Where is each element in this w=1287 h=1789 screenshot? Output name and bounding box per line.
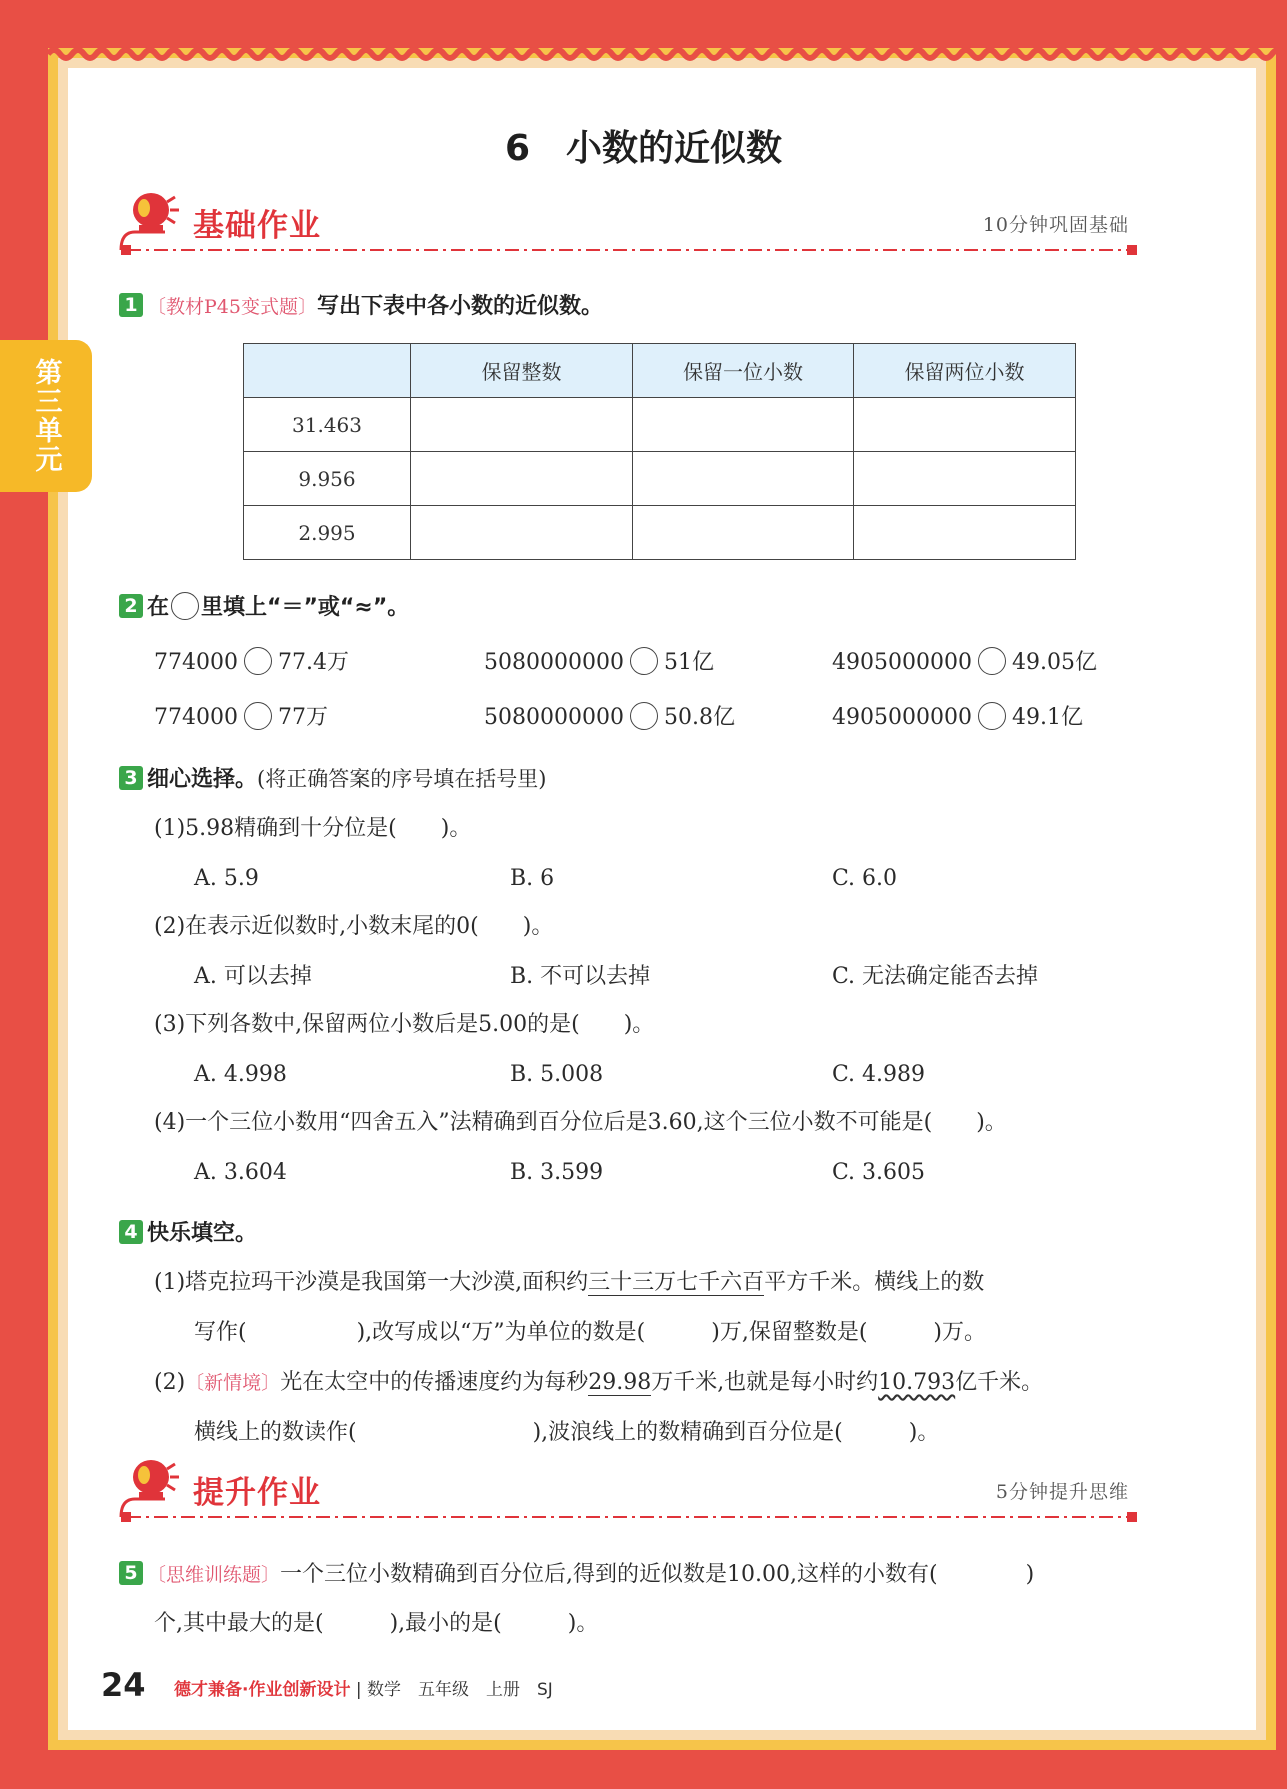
question-5 [119, 1560, 1034, 1590]
text-segment: 光在太空中的传播速度约为每秒 [280, 1370, 589, 1395]
question-text: 细心选择。 [147, 767, 258, 792]
table-cell-number: 31.463 [244, 398, 411, 452]
answer-cell[interactable] [633, 398, 854, 452]
section-time-note: 10分钟巩固基础 [982, 214, 1129, 236]
fill-blank-2-line-1 [154, 1368, 1043, 1398]
answer-circle[interactable] [630, 702, 658, 730]
question-number: 2 [119, 594, 143, 618]
question-number: 3 [119, 766, 143, 790]
compare-left: 5080000000 [484, 705, 624, 730]
answer-cell[interactable] [854, 398, 1076, 452]
compare-right: 50.8亿 [663, 705, 735, 730]
question-tag: 〔思维训练题〕 [147, 1564, 281, 1586]
text-segment: (2) [154, 1370, 186, 1395]
table-header-cell: 保留两位小数 [854, 344, 1076, 398]
table-header-cell [244, 344, 411, 398]
question-text: 快乐填空。 [147, 1221, 258, 1246]
table-cell-number: 9.956 [244, 452, 411, 506]
compare-left: 774000 [154, 705, 238, 730]
answer-cell[interactable] [411, 506, 633, 560]
question-text-a: 在 [147, 595, 170, 620]
choice-stem: (3)下列各数中,保留两位小数后是5.00的是( )。 [154, 1012, 655, 1037]
compare-item [154, 647, 349, 678]
compare-right: 49.05亿 [1011, 650, 1097, 675]
fill-blank-2-line-2: 横线上的数读作( ),波浪线上的数精确到百分位是( )。 [194, 1420, 940, 1445]
page-number: 24 [101, 1666, 146, 1704]
question-3 [119, 764, 546, 795]
choice-option: B. 5.008 [510, 1062, 604, 1087]
table-header-row [244, 344, 1076, 398]
section-title: 提升作业 [193, 1475, 321, 1511]
question-text: 一个三位小数精确到百分位后,得到的近似数是10.00,这样的小数有( ) [280, 1562, 1035, 1587]
question-tag: 〔教材P45变式题〕 [147, 296, 317, 318]
section-time-note: 5分钟提升思维 [995, 1481, 1129, 1503]
underlined-number: 三十三万七千六百 [588, 1270, 765, 1295]
choice-option: A. 5.9 [194, 866, 259, 891]
question-number: 4 [119, 1220, 143, 1244]
choice-option: C. 6.0 [832, 866, 898, 891]
section-header-advanced [117, 1455, 1157, 1525]
table-row [244, 506, 1076, 560]
question-4 [119, 1219, 257, 1249]
answer-circle[interactable] [630, 647, 658, 675]
compare-right: 49.1亿 [1011, 705, 1083, 730]
compare-item [484, 647, 714, 678]
text-segment: 亿千米。 [955, 1370, 1044, 1395]
text-segment: 万千米,也就是每小时约 [651, 1370, 879, 1395]
choice-option: C. 4.989 [832, 1062, 926, 1087]
section-header-basic [117, 188, 1157, 258]
question-tag: 〔新情境〕 [185, 1372, 281, 1394]
fill-blank-1-line-2: 写作( ),改写成以“万”为单位的数是( )万,保留整数是( )万。 [194, 1320, 986, 1345]
choice-option: C. 3.605 [832, 1160, 926, 1185]
section-divider [121, 1510, 1141, 1524]
answer-cell[interactable] [854, 452, 1076, 506]
page-title: 6 小数的近似数 [504, 128, 783, 169]
section-title: 基础作业 [193, 208, 321, 244]
text-segment: (1)塔克拉玛干沙漠是我国第一大沙漠,面积约 [154, 1270, 589, 1295]
question-number: 1 [119, 293, 143, 317]
choice-option: A. 4.998 [194, 1062, 287, 1087]
footer-book-info: 数学 五年级 上册 SJ [367, 1680, 553, 1700]
question-5-line-2: 个,其中最大的是( ),最小的是( )。 [154, 1611, 599, 1636]
footer-separator: | [355, 1680, 362, 1700]
compare-item [154, 702, 328, 733]
answer-circle[interactable] [978, 647, 1006, 675]
text-segment: 平方千米。横线上的数 [764, 1270, 985, 1295]
question-text-b: 里填上“＝”或“≈”。 [201, 595, 410, 620]
footer-info [174, 1675, 553, 1700]
answer-cell[interactable] [633, 506, 854, 560]
choice-option: A. 3.604 [194, 1160, 287, 1185]
section-divider [121, 243, 1141, 257]
table-row [244, 452, 1076, 506]
question-2 [119, 592, 409, 623]
compare-item [832, 702, 1083, 733]
compare-item [484, 702, 735, 733]
choice-stem: (1)5.98精确到十分位是( )。 [154, 816, 472, 841]
question-1 [119, 292, 603, 322]
compare-right: 51亿 [663, 650, 714, 675]
question-number: 5 [119, 1561, 143, 1585]
approximation-table [243, 343, 1076, 560]
question-note: (将正确答案的序号填在括号里) [257, 767, 547, 791]
choice-stem: (4)一个三位小数用“四舍五入”法精确到百分位后是3.60,这个三位小数不可能是( )。 [154, 1110, 1007, 1135]
answer-cell[interactable] [411, 398, 633, 452]
circle-icon [171, 592, 199, 620]
fill-blank-1-line-1 [154, 1268, 984, 1298]
answer-circle[interactable] [244, 647, 272, 675]
table-header-cell: 保留一位小数 [633, 344, 854, 398]
choice-option: A. 可以去掉 [194, 964, 312, 989]
answer-circle[interactable] [244, 702, 272, 730]
footer-brand: 德才兼备·作业创新设计 [174, 1680, 351, 1700]
choice-option: B. 3.599 [510, 1160, 604, 1185]
compare-right: 77万 [277, 705, 328, 730]
table-header-cell: 保留整数 [411, 344, 633, 398]
answer-cell[interactable] [633, 452, 854, 506]
compare-left: 5080000000 [484, 650, 624, 675]
compare-left: 4905000000 [832, 650, 972, 675]
choice-option: B. 6 [510, 866, 555, 891]
unit-side-tab [0, 340, 92, 492]
unit-label: 第三单元 [30, 358, 62, 474]
answer-cell[interactable] [411, 452, 633, 506]
compare-right: 77.4万 [277, 650, 349, 675]
compare-left: 774000 [154, 650, 238, 675]
compare-left: 4905000000 [832, 705, 972, 730]
table-row [244, 398, 1076, 452]
wavy-underlined-number: 10.793 [878, 1370, 956, 1395]
choice-stem: (2)在表示近似数时,小数末尾的0( )。 [154, 914, 554, 939]
underlined-number: 29.98 [588, 1370, 652, 1395]
choice-option: B. 不可以去掉 [510, 964, 651, 989]
table-cell-number: 2.995 [244, 506, 411, 560]
choice-option: C. 无法确定能否去掉 [832, 964, 1039, 989]
compare-item [832, 647, 1097, 678]
question-text: 写出下表中各小数的近似数。 [316, 294, 603, 319]
answer-cell[interactable] [854, 506, 1076, 560]
answer-circle[interactable] [978, 702, 1006, 730]
